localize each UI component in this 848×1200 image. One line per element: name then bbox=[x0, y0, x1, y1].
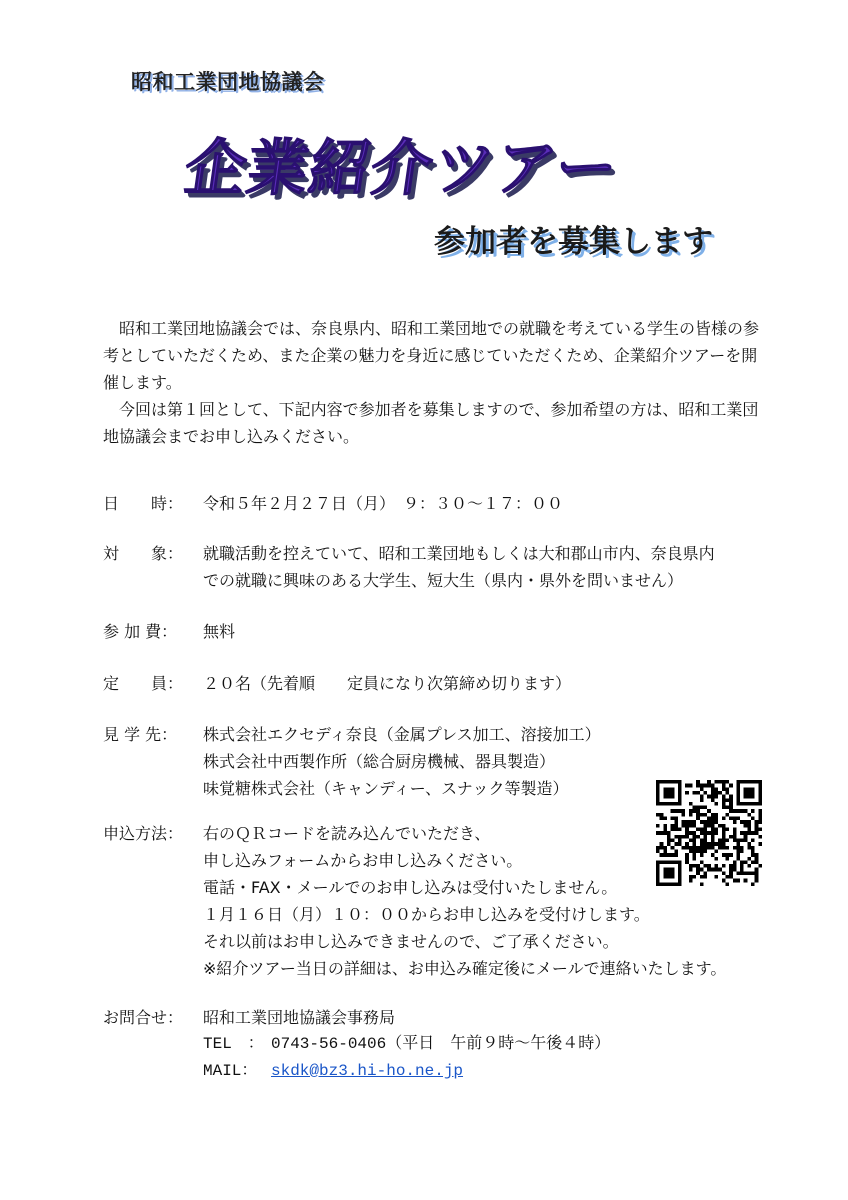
email-link[interactable]: skdk@bz3.hi-ho.ne.jp bbox=[271, 1062, 464, 1080]
detail-apply bbox=[103, 820, 726, 982]
detail-label: 申込方法： bbox=[103, 824, 184, 843]
organization-name: 昭和工業団地協議会 bbox=[131, 70, 325, 94]
detail-value: 令和５年２月２７日（月） ９：３０～１７：００ bbox=[203, 494, 564, 513]
detail-value: 右のＱＲコードを読み込んでいただき、 bbox=[203, 824, 491, 843]
detail-label: 参 加 費： bbox=[103, 622, 178, 641]
detail-value: それ以前はお申し込みできませんので、ご了承ください。 bbox=[203, 932, 619, 951]
detail-value: 株式会社中西製作所（総合厨房機械、器具製造） bbox=[203, 752, 556, 771]
detail-label: 見 学 先： bbox=[103, 725, 178, 744]
intro-text bbox=[103, 315, 763, 450]
detail-target bbox=[103, 540, 715, 594]
contact-office: 昭和工業団地協議会事務局 bbox=[203, 1008, 396, 1027]
page-subtitle: 参加者を募集します bbox=[434, 224, 713, 260]
qr-code-icon[interactable] bbox=[656, 780, 762, 886]
detail-label: 定 員： bbox=[103, 674, 184, 693]
page-title: 企業紹介ツアー bbox=[180, 133, 623, 204]
detail-value: ※紹介ツアー当日の詳細は、お申込み確定後にメールで連絡いたします。 bbox=[203, 959, 727, 978]
detail-fee bbox=[103, 618, 235, 645]
detail-value: 株式会社エクセディ奈良（金属プレス加工、溶接加工） bbox=[203, 725, 601, 744]
detail-capacity bbox=[103, 670, 571, 697]
detail-value: ２０名（先着順 定員になり次第締め切ります） bbox=[203, 674, 572, 693]
contact-mail bbox=[203, 1058, 610, 1085]
detail-visits bbox=[103, 721, 601, 802]
detail-value: 申し込みフォームからお申し込みください。 bbox=[203, 851, 523, 870]
contact-tel bbox=[203, 1031, 610, 1058]
tel-number: 0743-56-0406（平日 午前９時～午後４時） bbox=[271, 1035, 611, 1053]
mail-label: MAIL： bbox=[203, 1062, 258, 1080]
detail-label: お問合せ： bbox=[103, 1008, 184, 1027]
detail-contact bbox=[103, 1004, 610, 1085]
detail-date bbox=[103, 490, 563, 517]
intro-paragraph: 今回は第１回として、下記内容で参加者を募集しますので、参加希望の方は、昭和工業団地協議会までお申し込みください。 bbox=[103, 400, 759, 446]
detail-value: 味覚糖株式会社（キャンディー、スナック等製造） bbox=[203, 779, 569, 798]
tel-label: TEL ： bbox=[203, 1035, 264, 1053]
detail-label: 日 時： bbox=[103, 494, 184, 513]
detail-label: 対 象： bbox=[103, 544, 184, 563]
detail-value: １月１６日（月）１０：００からお申し込みを受付けします。 bbox=[203, 905, 650, 924]
detail-value: 無料 bbox=[203, 622, 236, 641]
intro-paragraph: 昭和工業団地協議会では、奈良県内、昭和工業団地での就職を考えている学生の皆様の参考としていただくため、また企業の魅力を身近に感じていただくため、企業紹介ツアーを開催します。 bbox=[103, 319, 760, 392]
detail-value: 電話・FAX・メールでのお申し込みは受付いたしません。 bbox=[203, 878, 618, 897]
detail-value: での就職に興味のある大学生、短大生（県内・県外を問いません） bbox=[203, 571, 684, 590]
detail-value: 就職活動を控えていて、昭和工業団地もしくは大和郡山市内、奈良県内 bbox=[203, 544, 715, 563]
